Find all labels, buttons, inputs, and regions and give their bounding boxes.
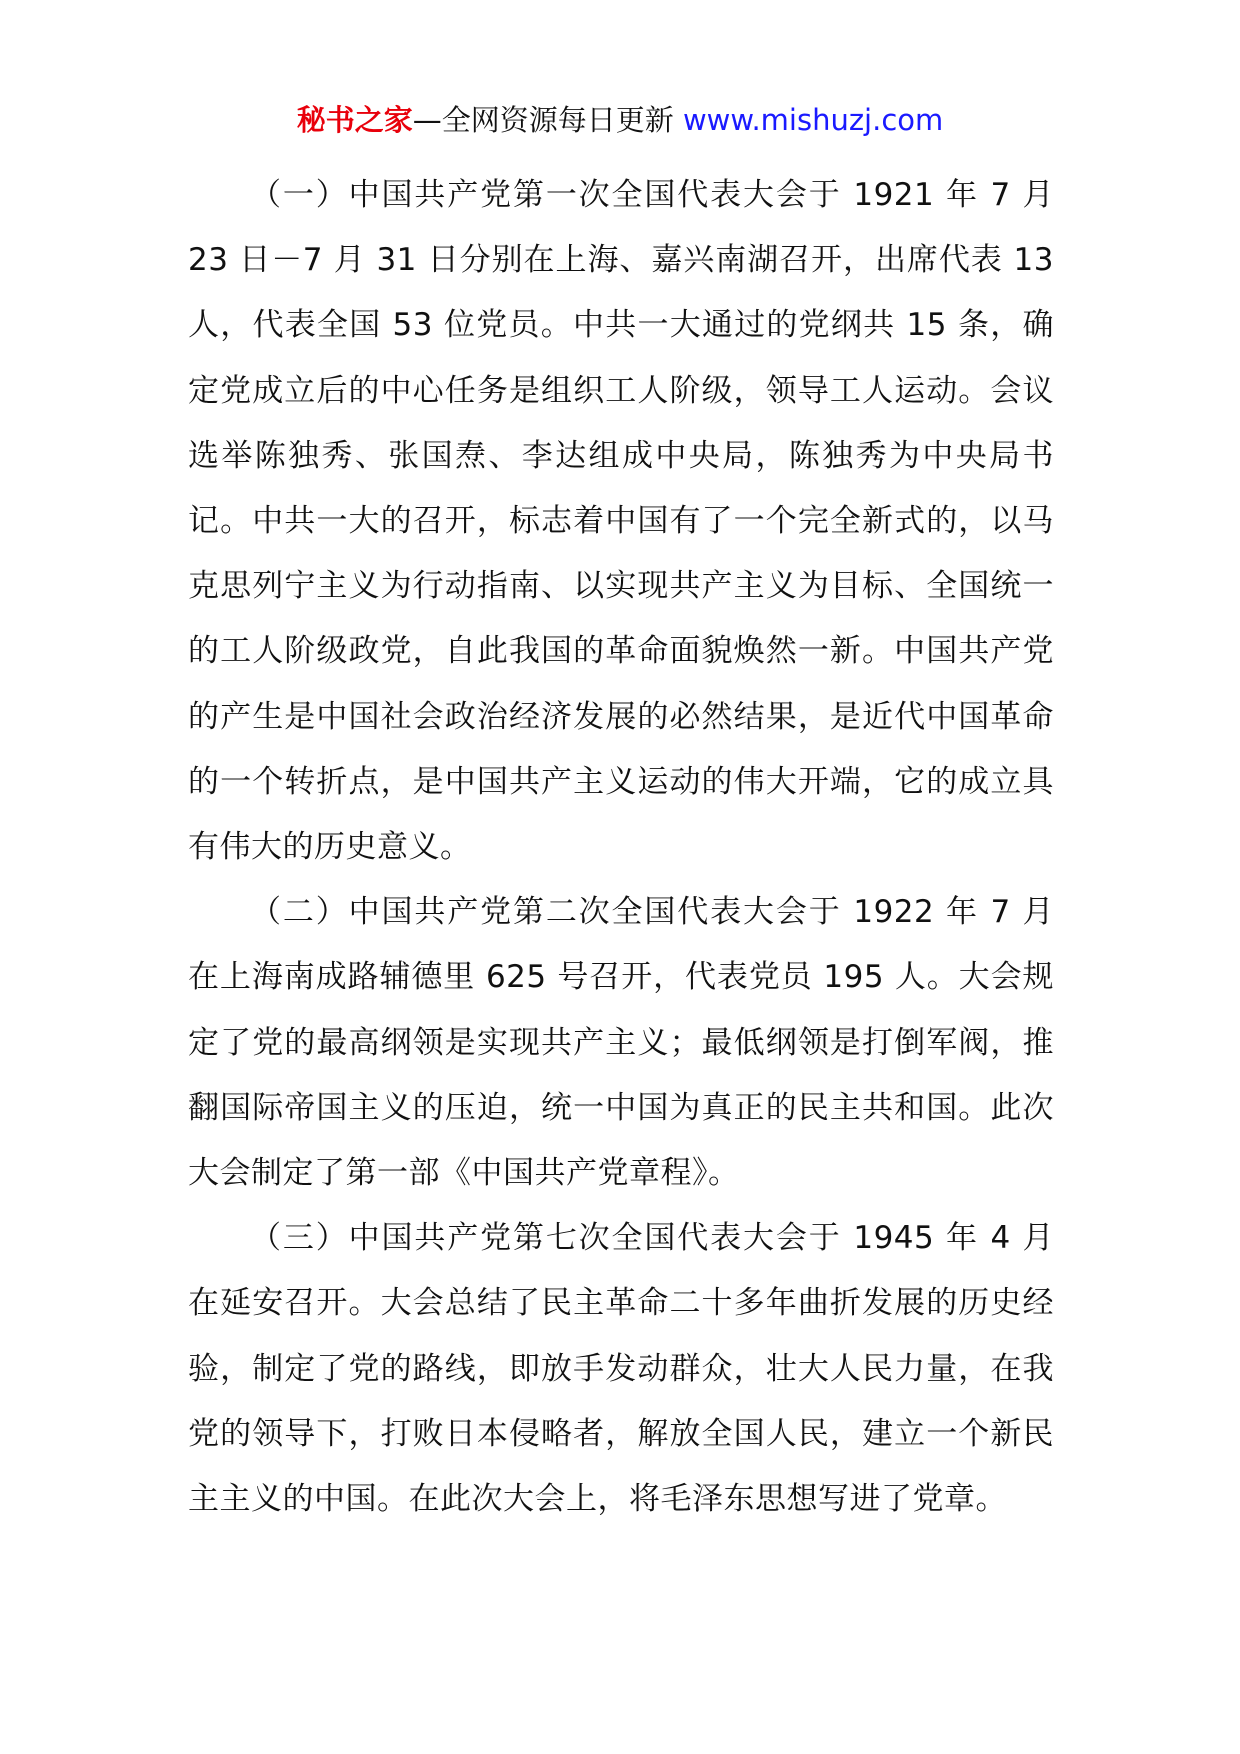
brand-name: 秘书之家 xyxy=(296,103,413,137)
header-tagline: —全网资源每日更新 xyxy=(412,103,674,137)
paragraph-second-congress: （二）中国共产党第二次全国代表大会于 1922 年 7 月在上海南成路辅德里 625 号召开，代表党员 195 人。大会规定了党的最高纲领是实现共产主义；最低纲领是打倒军阀，推翻国际帝国主义的压迫，统一中国为真正的民主共和国。此次大会制定了第一部《中国共产党章程》。 xyxy=(188,894,1054,1192)
page-header xyxy=(0,100,1240,140)
document-body xyxy=(188,163,1054,1532)
paragraph-first-congress: （一）中国共产党第一次全国代表大会于 1921 年 7 月 23 日－7 月 31 日分别在上海、嘉兴南湖召开，出席代表 13 人，代表全国 53 位党员。中共一大通过的党纲共 15 条，确定党成立后的中心任务是组织工人阶级，领导工人运动。会议选举陈独秀、张国焘、李达组成中央局，陈独秀为中央局书记。中共一大的召开，标志着中国有了一个完全新式的，以马克思列宁主义为行动指南、以实现共产主义为目标、全国统一的工人阶级政党，自此我国的革命面貌焕然一新。中国共产党的产生是中国社会政治经济发展的必然结果，是近代中国革命的一个转折点，是中国共产主义运动的伟大开端，它的成立具有伟大的历史意义。 xyxy=(188,177,1054,866)
site-url-link[interactable]: www.mishuzj.com xyxy=(682,103,944,137)
paragraph-seventh-congress: （三）中国共产党第七次全国代表大会于 1945 年 4 月在延安召开。大会总结了民主革命二十多年曲折发展的历史经验，制定了党的路线，即放手发动群众，壮大人民力量，在我党的领导下，打败日本侵略者，解放全国人民，建立一个新民主主义的中国。在此次大会上，将毛泽东思想写进了党章。 xyxy=(188,1220,1054,1518)
